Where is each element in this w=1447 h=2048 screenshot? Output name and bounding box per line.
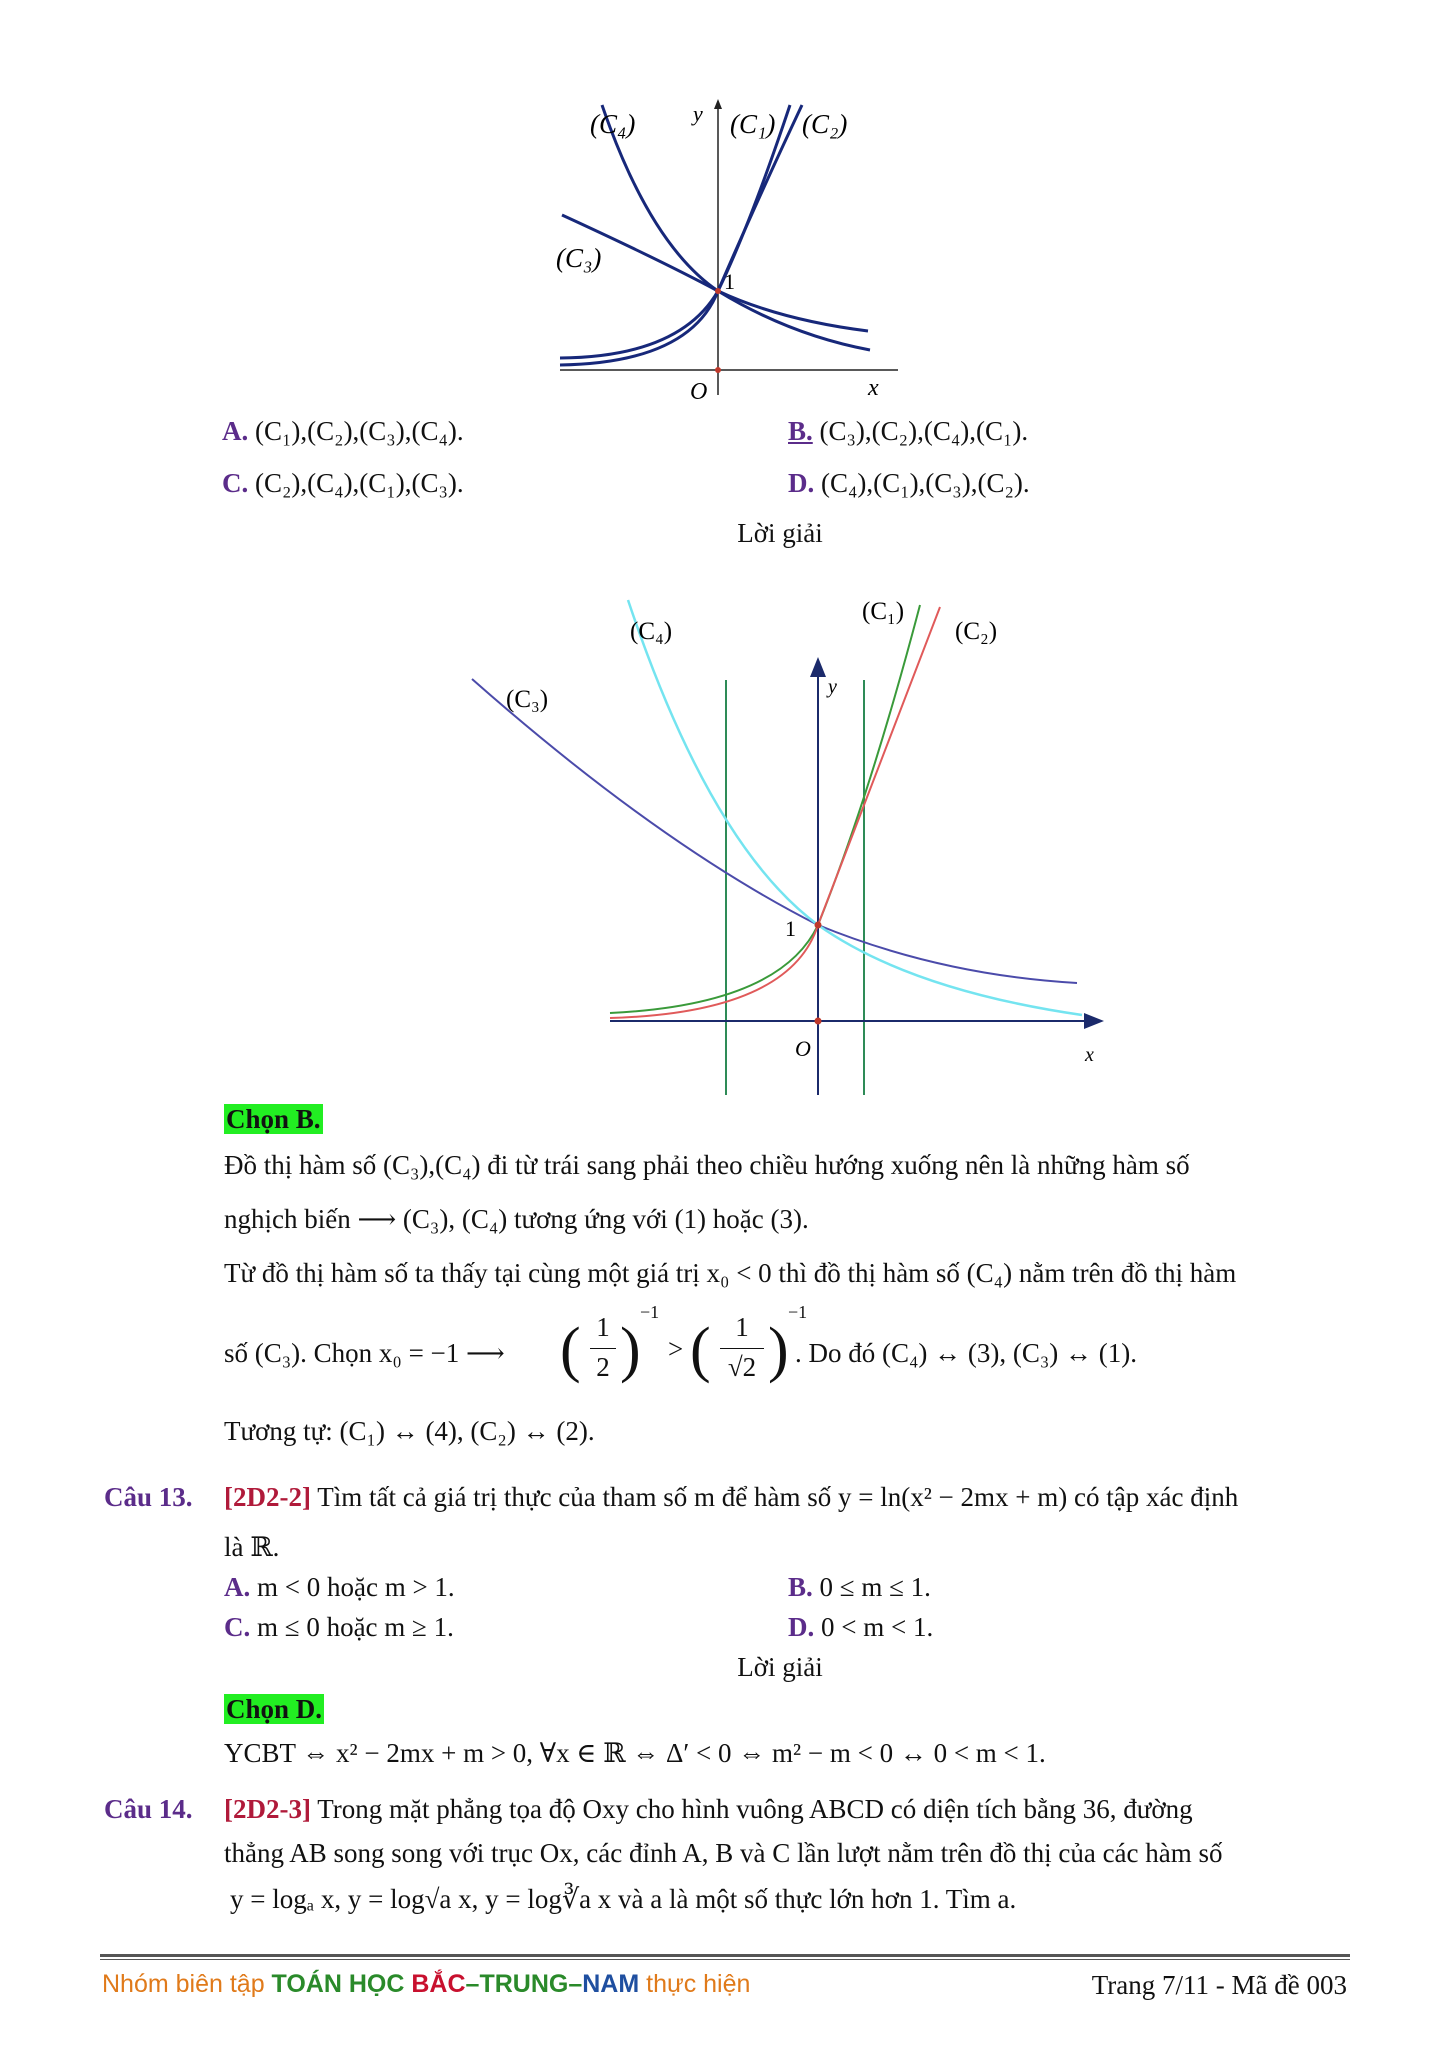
q12-option-d[interactable] xyxy=(788,466,1030,500)
q13-loi-giai: Lời giải xyxy=(737,1652,823,1682)
q13-chon-label: Chọn D. xyxy=(226,1694,323,1724)
q14-line1 xyxy=(224,1792,1193,1826)
q12-option-d-label: D. xyxy=(788,468,815,498)
graph2-label-y: y xyxy=(828,676,837,698)
q12-option-a-text: (C₁),(C₂),(C₃),(C₄). xyxy=(255,416,464,446)
q12-option-a[interactable] xyxy=(222,414,464,448)
q13-option-c[interactable] xyxy=(224,1610,454,1644)
q14-number-label: Câu 14. xyxy=(104,1794,193,1824)
paren-close-1: ) xyxy=(620,1316,641,1384)
solution12-line3: Từ đồ thị hàm số ta thấy tại cùng một giá trị x₀ < 0 thì đồ thị hàm số (C₄) nằm trên đồ thị hàm xyxy=(224,1258,1237,1288)
paren-close-2: ) xyxy=(768,1316,789,1384)
solution12-chon-label: Chọn B. xyxy=(226,1104,321,1134)
footer-credit-part3: BẮC xyxy=(411,1970,466,1998)
footer-credit-part5: NAM xyxy=(582,1970,640,1998)
q13-option-d[interactable] xyxy=(788,1610,933,1644)
graph1-label-c1: (C₁) xyxy=(730,109,776,139)
q13-option-c-text: m ≤ 0 hoặc m ≥ 1. xyxy=(257,1612,454,1642)
exp-2: −1 xyxy=(788,1302,808,1322)
frac2-num: 1 xyxy=(735,1312,749,1342)
graph2-label-o: O xyxy=(795,1036,811,1061)
graph2-curve-c3 xyxy=(472,679,1077,983)
graph1-label-x: x xyxy=(868,375,879,401)
q13-option-d-label: D. xyxy=(788,1612,815,1642)
solution12-line4b: . Do đó (C₄) ↔ (3), (C₃) ↔ (1). xyxy=(795,1338,1138,1368)
q12-option-b-label: B. xyxy=(788,416,813,446)
footer-divider xyxy=(100,1954,1350,1957)
graph2-curve-c4 xyxy=(628,600,1082,1015)
q14-text2: thẳng AB song song với trục Ox, các đỉnh A, B và C lần lượt nằm trên đồ thị của các hàm số xyxy=(224,1838,1223,1868)
footer-credit-part6: thực hiện xyxy=(639,1970,751,1998)
graph2-label-c3: (C₃) xyxy=(506,686,549,713)
q12-option-b-text: (C₃),(C₂),(C₄),(C₁). xyxy=(819,416,1029,446)
frac1-num: 1 xyxy=(596,1312,610,1342)
graph1-label-c3: (C₃) xyxy=(556,243,602,273)
q13-option-a[interactable] xyxy=(224,1570,455,1604)
graph2-y-arrow xyxy=(810,657,826,677)
footer-credit-part1: Nhóm biên tập xyxy=(102,1970,272,1998)
graph2-label-one: 1 xyxy=(785,916,796,941)
graph1-curve-c4 xyxy=(602,105,870,350)
graph2-label-c1: (C₁) xyxy=(862,598,905,625)
q13-number-label: Câu 13. xyxy=(104,1482,193,1512)
solution12-chon xyxy=(224,1102,323,1136)
gt-sign: > xyxy=(668,1334,684,1364)
graph1-curve-c3 xyxy=(562,215,868,331)
q13-solution: YCBT ⇔ x² − 2mx + m > 0, ∀x ∈ ℝ ⇔ Δ′ < 0 ⇔ m² − m < 0 ↔ 0 < m < 1. xyxy=(224,1738,1046,1768)
q13-option-a-label: A. xyxy=(224,1572,251,1602)
q13-tag: [2D2-2] xyxy=(224,1482,311,1512)
graph2-point-1 xyxy=(815,922,822,929)
graph2-label-c2: (C₂) xyxy=(955,618,998,645)
solution12-line1: Đồ thị hàm số (C₃),(C₄) đi từ trái sang phải theo chiều hướng xuống nên là những hàm số xyxy=(224,1150,1190,1180)
q13-option-b[interactable] xyxy=(788,1570,931,1604)
graph1-label-c4: (C₄) xyxy=(590,109,636,139)
q14-text1: Trong mặt phẳng tọa độ Oxy cho hình vuông ABCD có diện tích bằng 36, đường xyxy=(317,1794,1193,1824)
frac1-bar xyxy=(590,1348,616,1349)
q14-tag: [2D2-3] xyxy=(224,1794,311,1824)
q13-option-d-text: 0 < m < 1. xyxy=(821,1612,934,1642)
graph1-origin-point xyxy=(715,367,721,373)
graph1-label-one: 1 xyxy=(724,269,735,294)
graph2-label-c4: (C₄) xyxy=(630,618,673,645)
footer-credit xyxy=(102,1970,750,1999)
solution12-line2: nghịch biến ⟶ (C₃), (C₄) tương ứng với (1) hoặc (3). xyxy=(224,1204,809,1234)
frac1-den: 2 xyxy=(596,1352,610,1382)
footer-page-info: Trang 7/11 - Mã đề 003 xyxy=(1091,1970,1347,2000)
q13-number xyxy=(104,1480,193,1514)
graph-2 xyxy=(460,585,1110,1105)
graph1-label-o: O xyxy=(690,379,708,405)
exp-1: −1 xyxy=(640,1302,660,1322)
solution12-line5: Tương tự: (C₁) ↔ (4), (C₂) ↔ (2). xyxy=(224,1416,595,1446)
graph1-point-1 xyxy=(715,288,721,294)
graph2-curve-c2 xyxy=(610,607,940,1018)
solution12-line4a: số (C₃). Chọn x₀ = −1 ⟶ xyxy=(224,1338,505,1368)
q12-option-b[interactable] xyxy=(788,414,1028,448)
frac2-den: √2 xyxy=(727,1352,757,1382)
graph2-curve-c1 xyxy=(610,605,920,1013)
paren-open-1: ( xyxy=(560,1316,581,1384)
q13-line1 xyxy=(224,1480,1238,1514)
q13-option-a-text: m < 0 hoặc m > 1. xyxy=(257,1572,455,1602)
graph2-origin-point xyxy=(815,1018,822,1025)
q12-option-c-text: (C₂),(C₄),(C₁),(C₃). xyxy=(255,468,464,498)
q14-number xyxy=(104,1792,193,1826)
q13-chon xyxy=(224,1692,324,1726)
graph2-x-arrow xyxy=(1084,1013,1104,1029)
graph1-y-arrow xyxy=(714,99,722,109)
q13-text2: là ℝ. xyxy=(224,1532,280,1562)
q12-option-d-text: (C₄),(C₁),(C₃),(C₂). xyxy=(821,468,1030,498)
footer-credit-part2: TOÁN HỌC xyxy=(271,1970,412,1998)
graph1-label-y: y xyxy=(693,101,703,126)
paren-open-2: ( xyxy=(690,1316,711,1384)
q13-option-b-label: B. xyxy=(788,1572,813,1602)
graph-1 xyxy=(540,95,920,415)
footer-credit-part4: –TRUNG– xyxy=(465,1970,583,1998)
frac2-bar xyxy=(720,1348,764,1349)
q12-option-c-label: C. xyxy=(222,468,249,498)
q13-option-c-label: C. xyxy=(224,1612,251,1642)
q12-loi-giai: Lời giải xyxy=(737,518,823,548)
q13-text1: Tìm tất cả giá trị thực của tham số m để hàm số y = ln(x² − 2mx + m) có tập xác định xyxy=(317,1482,1239,1512)
q14-text3: y = logₐ x, y = log√a x, y = log∛a x và a là một số thực lớn hơn 1. Tìm a. xyxy=(230,1884,1017,1914)
graph2-label-x: x xyxy=(1085,1044,1094,1066)
graph1-label-c2: (C₂) xyxy=(802,109,848,139)
graph1-curve-c2 xyxy=(560,105,802,365)
q13-option-b-text: 0 ≤ m ≤ 1. xyxy=(819,1572,931,1602)
q12-option-c[interactable] xyxy=(222,466,464,500)
q12-option-a-label: A. xyxy=(222,416,249,446)
footer-divider-thin xyxy=(100,1959,1350,1960)
